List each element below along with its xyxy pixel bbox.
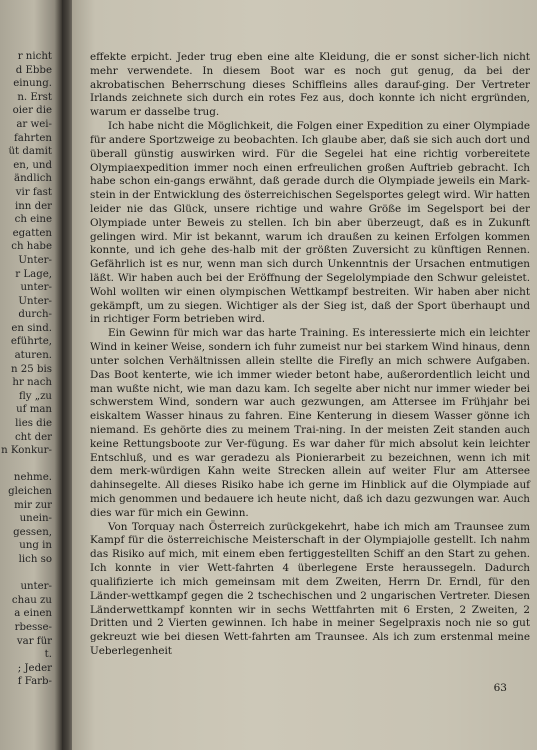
left-fragment-line: ; Jeder [17,662,52,674]
left-fragment-line: lies die [15,418,52,430]
left-fragment-line: unter- [20,282,52,294]
left-fragment-line: r nicht [17,51,52,62]
left-fragment-line: ändlich [14,173,52,185]
left-fragment-line: uf man [16,404,52,416]
left-fragment-line: Unter- [18,254,52,266]
left-fragment-line: inn der [14,200,52,212]
right-page [72,0,537,750]
left-fragment-line: n Konkur- [1,445,52,457]
left-fragment-line: cht der [14,431,52,443]
book-gutter [62,0,72,750]
left-fragment-line: aturen. [14,350,52,362]
left-fragment-line: nehme. [13,472,52,484]
left-fragment-line: durch- [18,309,52,321]
left-fragment-line: fahrten [14,132,52,144]
left-fragment-line: mir zur [14,499,52,511]
left-fragment-line: a einen [14,608,52,620]
left-fragment-line: unter- [20,581,52,593]
left-fragment-line: r Lage, [15,268,52,280]
left-fragment-line: ar wei- [16,118,52,130]
page-body-text [90,51,530,659]
left-fragment-line: n. Erst [17,91,52,103]
left-fragment-line: en sind. [11,322,52,334]
left-fragment-line: vir fast [15,186,52,198]
paragraph-4: Von Torquay nach Österreich zurückgekehrt, habe ich mich am Traunsee zum Kampf für die österreichische Meisterschaft in der Olympiajolle gestellt. Ich nahm das Risiko auf mich, mit einem eben fertiggestellten Schiff an den Start zu gehen. Ich konnte in vier Wett-fahrten 4 überlegene Erste heraussegeln. Dadurch qualifizierte ich mich gemeinsam mit dem Zweiten, Herrn Dr. Erndl, für den Länder-wettkampf gegen die 2 tschechischen und 2 ungarischen Vertreter. Diesen Länderwettkampf konnten wir in sechs Wettfahrten mit 6 Ersten, 2 Zweiten, 2 Dritten und 2 Vierten gewinnen. Ich habe in meiner Segelpraxis noch nie so gut gekreuzt wie bei diesen Wett-fahrten am Traunsee. Als ich zum erstenmal meine Ueberlegenheit [90,520,530,657]
left-fragment-line: en, und [13,159,52,171]
left-fragment-line: rbesse- [14,621,52,633]
left-fragment-line: ch eine [14,214,52,226]
left-fragment-line [0,458,52,472]
left-fragment-line: ung in [19,540,52,552]
left-fragment-line: unein- [19,513,52,525]
left-fragment-line: üt damit [8,146,52,158]
left-fragment-line: eführte, [10,336,52,348]
left-fragment-line: lich so [18,553,52,565]
left-fragment-line: chau zu [11,594,52,606]
left-fragment-line: ch habe [11,241,52,253]
left-fragment-line: Unter- [18,295,52,307]
left-fragment-line: f Farb- [17,676,52,688]
left-fragment-line: gessen, [13,526,52,538]
left-fragment-line: n 25 bis [10,363,52,375]
left-fragment-line: egatten [12,227,52,239]
paragraph-2: Ich habe nicht die Möglichkeit, die Folgen einer Expedition zu einer Olympiade für andere Sportzweige zu beobachten. Ich glaube aber, daß sie sich auch dort und überall günstig auswirken wird. Für die Segelei hat eine richtig vorbereitete Olympiaexpedition immer noch einen erfreulichen großen Auftrieb gebracht. Ich habe schon ein-gangs erwähnt, daß gerade durch die Olympiade jeweils ein Mark-stein in der Entwicklung des österreichischen Segelsportes gelegt wird. Wir hatten leider nie das Glück, unsere richtige und wahre Größe im Segelsport bei der Olympiade unter Beweis zu stellen. Ich bin aber überzeugt, daß es in Zukunft gelingen wird. Mir ist bekannt, warum ich draußen zu keinen Erfolgen kommen konnte, und ich gehe des-halb mit der größten Zuversicht zu künftigen Rennen. Gefährlich ist es nur, wenn man sich durch Unkenntnis der Ursachen entmutigen läßt. Wir haben auch bei der Eröffnung der Segelolympiade den Schwur geleistet. Wohl wollten wir einen olympischen Wettkampf bestreiten. Wir haben aber nicht gekämpft, um zu siegen. Wichtiger als der Sieg ist, daß der Sport überhaupt und in richtiger Form betrieben wird. [90,120,530,326]
left-fragment-line [0,567,52,581]
page-number: 63 [493,682,507,694]
left-fragment-line: d Ebbe [15,64,52,76]
paragraph-1: effekte erpicht. Jeder trug eben eine alte Kleidung, die er sonst sicher-lich nicht mehr verwendete. In diesem Boot war es noch gut genug, da bei der akrobatischen Beherrschung dieses Schiffleins alles darauf-ging. Der Vertreter Irlands zeichnete sich durch ein rotes Fez aus, doch konnte ich nicht ergründen, warum er dasselbe trug. [90,51,530,119]
left-fragment-line: fly „zu [19,390,52,402]
left-page-text-fragments [0,50,52,689]
left-fragment-line: gleichen [8,486,52,497]
paragraph-3: Ein Gewinn für mich war das harte Training. Es interessierte mich ein leichter Wind in keiner Weise, sondern ich fuhr zumeist nur bei starkem Wind hinaus, denn unter solchen Verhältnissen allein stellte die Firefly an mich schwere Aufgaben. Das Boot kenterte, wie ich immer wieder betont habe, außerordentlich leicht und man wußte nicht, wie man dazu kam. Ich segelte aber nicht nur immer wieder bei schwerstem Wind, sondern war auch gezwungen, am Attersee im Frühjahr bei eiskaltem Wasser hinaus zu fahren. Eine Kenterung in diesem Wasser gönne ich niemand. Es gehörte dies zu meinem Trai-ning. In der meisten Zeit standen auch keine Rettungsboote zur Ver-fügung. Es war daher für mich absolut kein leichter Entschluß, und es war geradezu als Pionierarbeit zu bezeichnen, wenn ich mit dem merk-würdigen Kahn weite Strecken allein auf weiter Flur am Attersee dahinsegelte. All dieses Risiko habe ich gerne im Hinblick auf die Olympiade auf mich genommen und bedauere ich heute nicht, daß ich dazu gezwungen war. Auch dies war für mich ein Gewinn. [90,327,530,519]
left-fragment-line: var für [16,635,52,647]
left-page-edge [0,0,62,750]
left-fragment-line: t. [44,649,52,661]
left-fragment-line: einung. [13,78,52,90]
left-fragment-line: oier die [12,105,52,117]
left-fragment-line: hr nach [12,377,52,389]
